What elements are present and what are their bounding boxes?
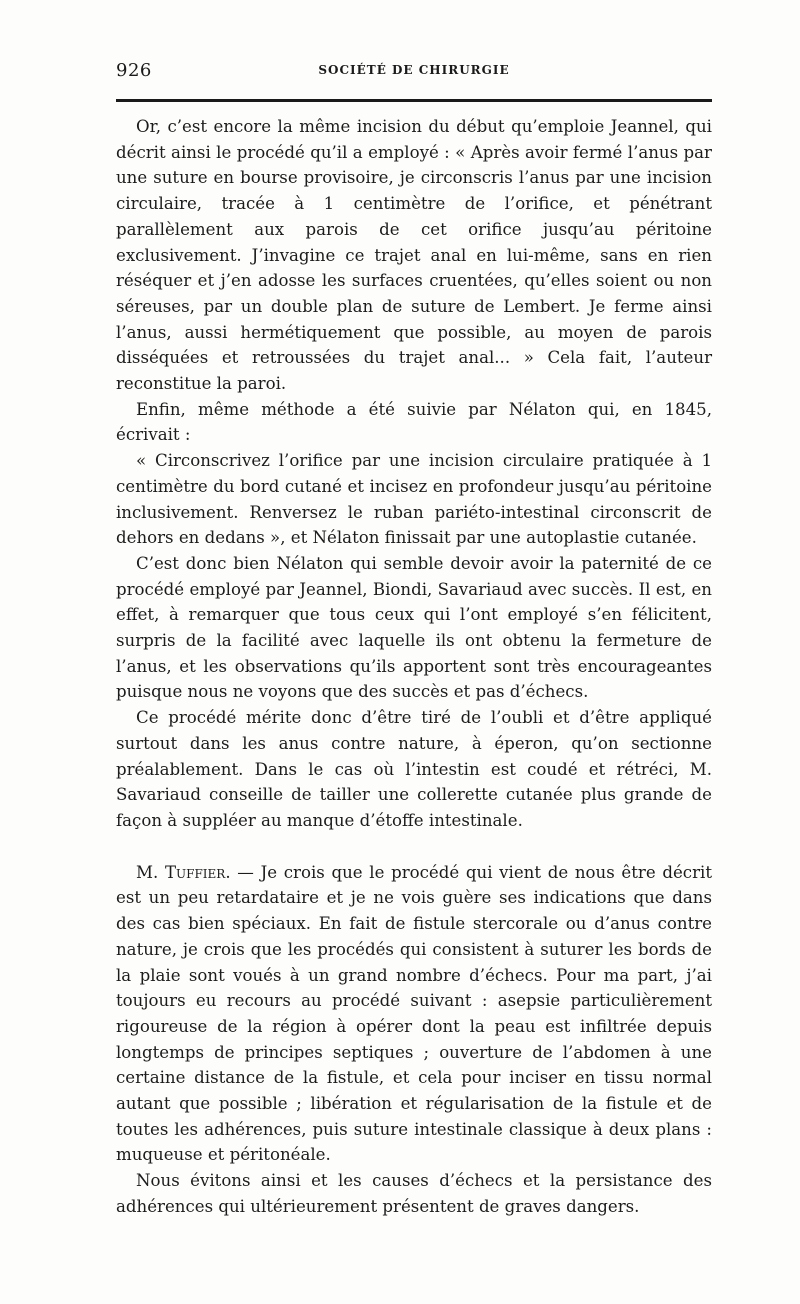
paragraph-closing: Nous évitons ainsi et les causes d’échecs et la persistance des adhérences qui ultérieurement présentent de graves dangers. (116, 1171, 712, 1216)
paragraph-jeannel: Or, c’est encore la même incision du début qu’emploie Jeannel, qui décrit ainsi le procédé qu’il a employé : « Après avoir fermé l’anus par une suture en bourse provisoire, je circonscris l’anus par une incision circulaire, tracée à 1 centimètre de l’orifice, et pénétrant parallèlement aux parois de cet orifice jusqu’au péritoine exclusivement. J’invagine ce trajet anal en lui-même, sans en rien réséquer et j’en adosse les surfaces cruentées, qu’elles soient ou non séreuses, par un double plan de suture de Lembert. Je ferme ainsi l’anus, aussi hermétiquement que possible, au moyen de parois disséquées et retroussées du trajet anal... » Cela fait, l’auteur reconstitue la paroi. (116, 117, 712, 394)
paragraph-nelaton-method: Enfin, même méthode a été suivie par Nélaton qui, en 1845, écrivait : (116, 399, 712, 445)
speaker-name: M. Tuffier. (136, 862, 231, 882)
paragraph-tuffier (116, 860, 712, 1168)
paragraph-nelaton-quote: « Circonscrivez l’orifice par une incision circulaire pratiquée à 1 centimètre du bord cutané et incisez en profondeur jusqu’au péritoine inclusivement. Renversez le ruban pariéto-intestinal circonscrit de dehors en dedans », et Nélaton finissait par une autoplastie cutanée. (116, 451, 712, 548)
paragraph-paternity: C’est donc bien Nélaton qui semble devoir avoir la paternité de ce procédé employé par Jeannel, Biondi, Savariaud avec succès. Il est, en effet, à remarquer que tous ceux qui l’ont employé s’en félicitent, surpris de la facilité avec laquelle ils ont obtenu la fermeture de l’anus, et les observations qu’ils apportent sont très encourageantes puisque nous ne voyons que des succès et pas d’échecs. (116, 553, 712, 702)
body-text (116, 114, 712, 1220)
paragraph-conclusion: Ce procédé mérite donc d’être tiré de l’oubli et d’être appliqué surtout dans les anus contre nature, à éperon, qu’on sectionne préalablement. Dans le cas où l’intestin est coudé et rétréci, M. Savariaud conseille de tailler une collerette cutanée plus grande de façon à suppléer au manque d’étoffe intestinale. (116, 708, 712, 830)
page-header (116, 60, 712, 84)
tuffier-remarks: — Je crois que le procédé qui vient de nous être décrit est un peu retardataire et je ne vois guère ses indications que dans des cas bien spéciaux. En fait de fistule stercorale ou d’anus contre nature, je crois que les procédés qui consistent à suturer les bords de la plaie sont voués à un grand nombre d’échecs. Pour ma part, j’ai toujours eu recours au procédé suivant : asepsie particulièrement rigoureuse de la région à opérer dont la peau est infiltrée depuis longtemps de principes septiques ; ouverture de l’abdomen à une certaine distance de la fistule, et cela pour inciser en tissu normal autant que possible ; libération et régularisation de la fistule et de toutes les adhérences, puis suture intestinale classique à deux plans : muqueuse et péritonéale. (116, 862, 712, 1165)
page-number: 926 (116, 60, 152, 81)
running-title: SOCIÉTÉ DE CHIRURGIE (318, 63, 510, 77)
header-rule (116, 99, 712, 102)
